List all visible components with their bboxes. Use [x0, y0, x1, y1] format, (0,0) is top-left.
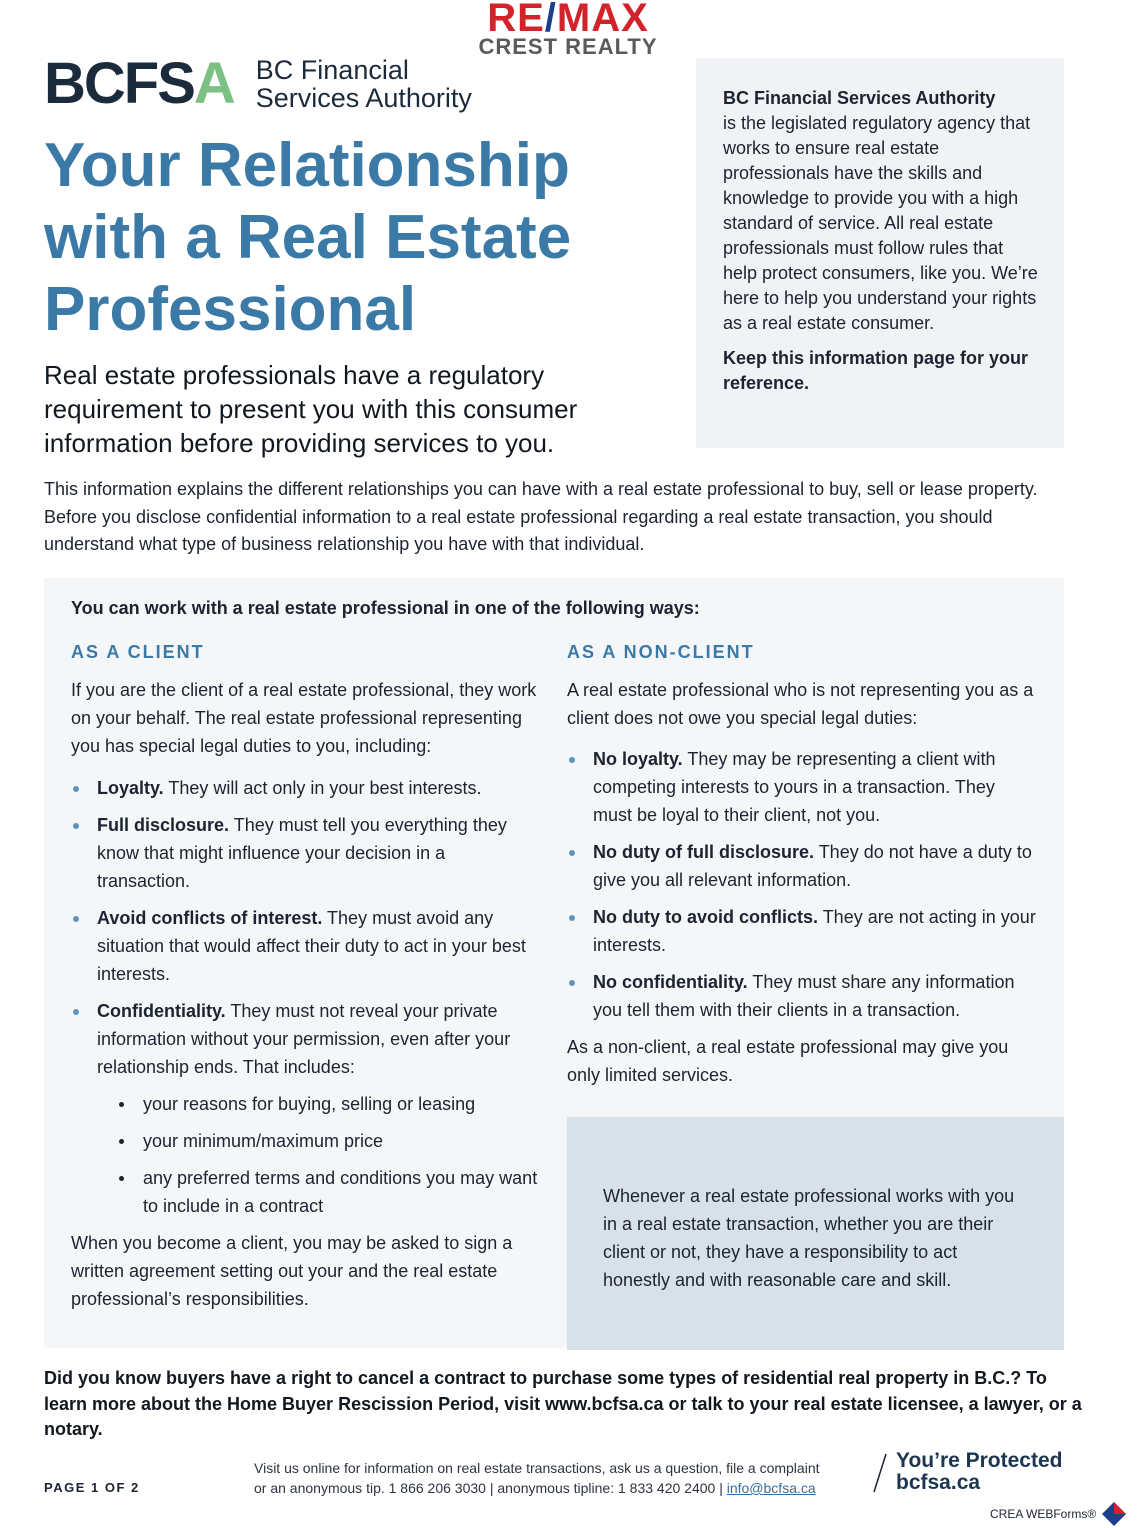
- list-item: [567, 745, 1037, 829]
- bcfsa-logo-letters: BCFSA: [44, 51, 234, 116]
- page-subtitle: Real estate professionals have a regulatory requirement to present you with this consumer information before providing services to you.: [44, 360, 578, 458]
- nonclient-outro: As a non-client, a real estate professional may give you only limited services.: [567, 1037, 1009, 1085]
- list-item: [71, 904, 541, 988]
- remax-wordmark: RE/MAX: [468, 0, 668, 36]
- crea-logo-icon: [1100, 1500, 1128, 1528]
- title-line: with a Real Estate: [44, 203, 572, 272]
- protected-tagline: [896, 1450, 1062, 1494]
- duty-text: They may be representing a client with competing interests to yours in a transaction. They must be loyal to their client, not you.: [593, 749, 996, 825]
- duty-term: No loyalty.: [593, 749, 683, 769]
- remax-office-name: CREST REALTY: [478, 34, 658, 59]
- responsibility-callout: Whenever a real estate professional works with you in a real estate transaction, whether you are their client or not, they have a responsibility to act honestly and with reasonable care and skill.: [567, 1117, 1064, 1350]
- protected-text: You’re Protected: [896, 1449, 1063, 1472]
- bcfsa-logo-mark: [44, 51, 234, 116]
- bcfsa-logo-accent-letter: A: [193, 51, 234, 116]
- confidential-info-list: [97, 1090, 541, 1220]
- duty-text: They must avoid any situation that would affect their duty to act in your best interests.: [97, 908, 526, 984]
- crea-webforms-mark: [990, 1500, 1128, 1528]
- page-number: PAGE 1 OF 2: [44, 1480, 140, 1495]
- email-link[interactable]: info@bcfsa.ca: [726, 1480, 816, 1496]
- footer-line-2: [254, 1478, 864, 1498]
- duty-term: No duty of full disclosure.: [593, 842, 815, 862]
- footer-phones: or an anonymous tip. 1 866 206 3030 | anonymous tipline: 1 833 420 2400 |: [254, 1480, 727, 1496]
- nonclient-column: [567, 676, 1037, 1089]
- divider-slash: [870, 1452, 890, 1494]
- duty-text: They must share any information you tell them with their clients in a transaction.: [593, 972, 1015, 1020]
- list-item: [71, 997, 541, 1220]
- duty-text: They must tell you everything they know that might influence your decision in a transaction.: [97, 815, 507, 891]
- duty-term: Confidentiality.: [97, 1001, 226, 1021]
- duty-term: No duty to avoid conflicts.: [593, 907, 819, 927]
- about-bcfsa-box: [696, 58, 1064, 448]
- client-duties-list: [71, 774, 541, 1220]
- footer-contact: [254, 1458, 864, 1498]
- list-item: your reasons for buying, selling or leasing: [97, 1090, 541, 1118]
- logo-line-2: Services Authority: [255, 83, 472, 113]
- client-column: [71, 676, 541, 1313]
- keep-reference-note: Keep this information page for your reference.: [723, 348, 1029, 393]
- list-item: [567, 838, 1037, 894]
- client-intro: If you are the client of a real estate professional, they work on your behalf. The real estate professional representing you has special legal duties to you, including:: [71, 680, 537, 756]
- nonclient-duties-list: [567, 745, 1037, 1024]
- crea-webforms-label: CREA WEBForms®: [990, 1507, 1097, 1521]
- remax-logo: [468, 0, 668, 58]
- title-line: Your Relationship: [44, 131, 570, 200]
- intro-paragraph: This information explains the different relationships you can have with a real estate professional to buy, sell or lease property. Before you disclose confidential information to a real estate professional regarding a real estate transaction, you should understand what type of business relationship you have with that individual.: [44, 479, 1038, 554]
- nonclient-heading: AS A NON-CLIENT: [567, 642, 755, 662]
- relationship-types-section: [44, 578, 1064, 1348]
- duty-term: No confidentiality.: [593, 972, 748, 992]
- list-item: [71, 811, 541, 895]
- rescission-notice: Did you know buyers have a right to cancel a contract to purchase some types of residential real property in B.C.? To learn more about the Home Buyer Rescission Period, visit www.bcfsa.ca or talk to your real estate licensee, a lawyer, or a notary.: [44, 1368, 1082, 1439]
- list-item: [567, 903, 1037, 959]
- duty-text: They must not reveal your private information without your permission, even after your relationship ends. That includes:: [97, 1001, 511, 1077]
- about-bcfsa-org-name: BC Financial Services Authority: [723, 88, 996, 108]
- nonclient-intro: A real estate professional who is not representing you as a client does not owe you special legal duties:: [567, 680, 1034, 728]
- logo-line-1: BC Financial: [255, 55, 409, 85]
- duty-text: They will act only in your best interests.: [163, 778, 482, 798]
- list-item: your minimum/maximum price: [97, 1127, 541, 1155]
- about-bcfsa-text: [723, 86, 1038, 336]
- duty-text: They do not have a duty to give you all relevant information.: [593, 842, 1032, 890]
- list-item: [567, 968, 1037, 1024]
- about-bcfsa-body: is the legislated regulatory agency that works to ensure real estate professionals have the skills and knowledge to provide you with a high standard of service. All real estate professionals must follow rules that help protect consumers, like you. We’re here to help you understand your rights as a real estate consumer.: [723, 113, 1038, 333]
- list-item: any preferred terms and conditions you may want to include in a contract: [97, 1164, 541, 1220]
- client-heading: AS A CLIENT: [71, 642, 205, 662]
- remax-slash: /: [544, 0, 557, 40]
- duty-text: They are not acting in your interests.: [593, 907, 1036, 955]
- title-line: Professional: [44, 275, 417, 344]
- bcfsa-logo-text: [256, 56, 472, 112]
- section-heading: You can work with a real estate professional in one of the following ways:: [71, 598, 700, 618]
- page-title: [44, 130, 664, 346]
- client-outro: When you become a client, you may be asked to sign a written agreement setting out your and the real estate professional’s responsibilities.: [71, 1233, 513, 1309]
- duty-term: Avoid conflicts of interest.: [97, 908, 323, 928]
- footer-line-1: Visit us online for information on real estate transactions, ask us a question, file a complaint: [254, 1460, 820, 1476]
- duty-term: Loyalty.: [97, 778, 164, 798]
- website-link[interactable]: bcfsa.ca: [896, 1471, 981, 1494]
- bcfsa-logo: [44, 51, 472, 116]
- duty-term: Full disclosure.: [97, 815, 230, 835]
- list-item: [71, 774, 541, 802]
